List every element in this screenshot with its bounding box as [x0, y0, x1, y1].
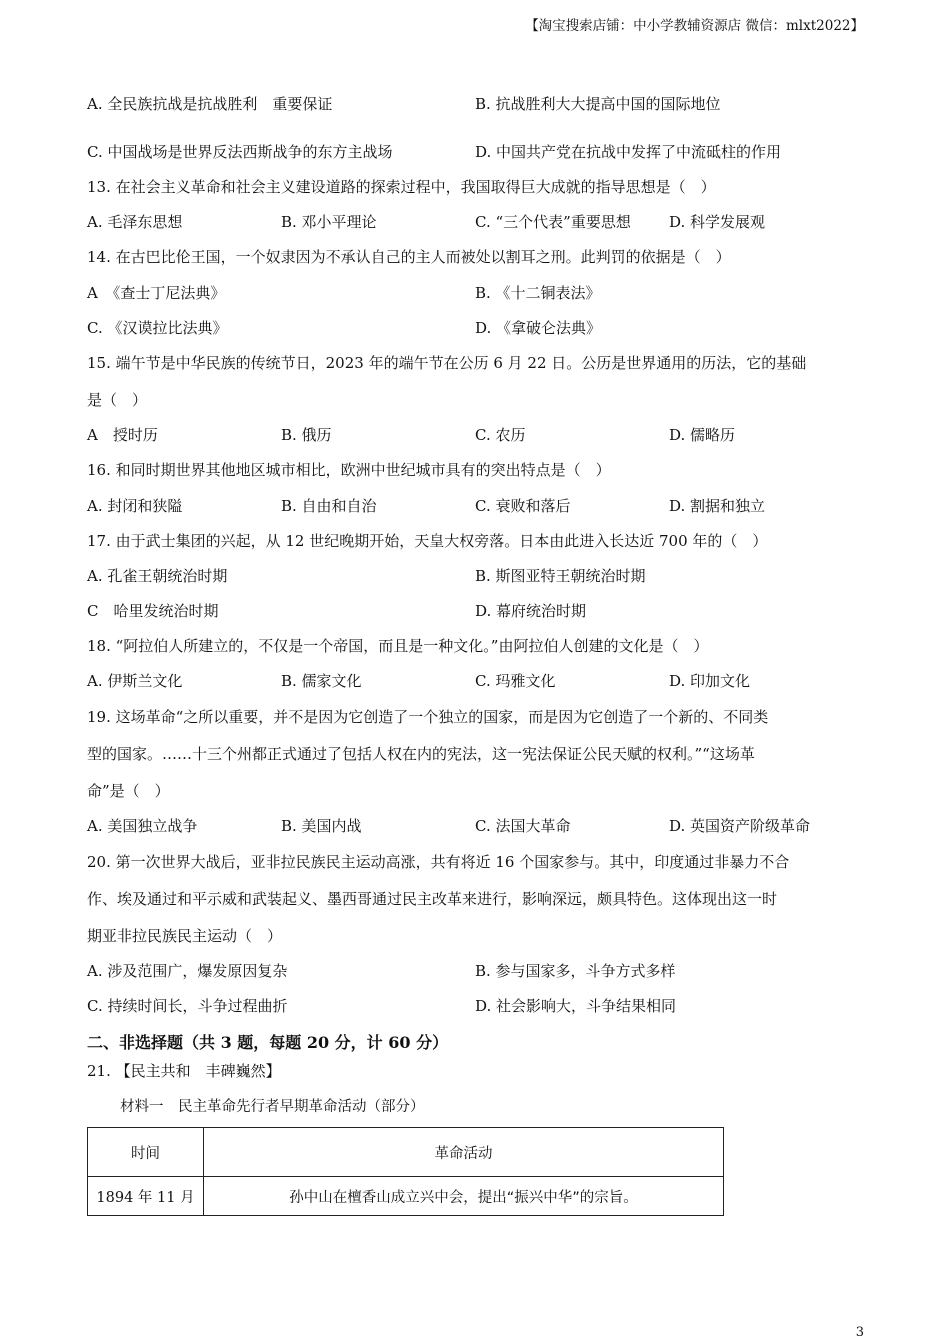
q20-option-b: B. 参与国家多，斗争方式多样: [475, 962, 676, 980]
q18-option-d: D. 印加文化: [669, 672, 751, 690]
table-header-time: 时间: [88, 1128, 204, 1177]
q21-title: 21. 【民主共和 丰碑巍然】: [87, 1062, 281, 1080]
q16-stem: 16. 和同时期世界其他地区城市相比，欧洲中世纪城市具有的突出特点是（ ）: [87, 461, 611, 479]
q16-option-d: D. 割据和独立: [669, 497, 766, 515]
q18-option-b: B. 儒家文化: [281, 672, 362, 690]
q20-option-a: A. 涉及范围广，爆发原因复杂: [87, 962, 288, 980]
q19-option-d: D. 英国资产阶级革命: [669, 817, 811, 835]
q17-option-c: C 哈里发统治时期: [87, 602, 219, 620]
q14-option-d: D. 《拿破仑法典》: [475, 319, 602, 337]
q14-option-c: C. 《汉谟拉比法典》: [87, 319, 228, 337]
q13-stem: 13. 在社会主义革命和社会主义建设道路的探索过程中，我国取得巨大成就的指导思想是（ ）: [87, 178, 716, 196]
q12-option-a: A. 全民族抗战是抗战胜利 重要保证: [87, 95, 333, 113]
q12-option-b: B. 抗战胜利大大提高中国的国际地位: [475, 95, 721, 113]
q17-option-b: B. 斯图亚特王朝统治时期: [475, 567, 646, 585]
q18-option-c: C. 玛雅文化: [475, 672, 556, 690]
q19-option-a: A. 美国独立战争: [87, 817, 198, 835]
q20-option-d: D. 社会影响大，斗争结果相同: [475, 997, 677, 1015]
q13-option-b: B. 邓小平理论: [281, 213, 377, 231]
table-header-activity: 革命活动: [204, 1128, 724, 1177]
q17-option-a: A. 孔雀王朝统治时期: [87, 567, 228, 585]
material-caption: 材料一 民主革命先行者早期革命活动（部分）: [120, 1099, 425, 1115]
q15-option-d: D. 儒略历: [669, 426, 736, 444]
table-header-row: [88, 1128, 724, 1177]
q16-option-a: A. 封闭和狭隘: [87, 497, 183, 515]
q13-option-a: A. 毛泽东思想: [87, 213, 183, 231]
table-row: [88, 1177, 724, 1216]
section-heading: 二、非选择题（共 3 题，每题 20 分，计 60 分）: [87, 1033, 449, 1052]
q18-option-a: A. 伊斯兰文化: [87, 672, 183, 690]
q14-stem: 14. 在古巴比伦王国，一个奴隶因为不承认自己的主人而被处以割耳之刑。此判罚的依据是（ ）: [87, 248, 731, 266]
q17-stem: 17. 由于武士集团的兴起，从 12 世纪晚期开始，天皇大权旁落。日本由此进入长达近 700 年的（ ）: [87, 532, 768, 550]
q20-stem-line1: 20. 第一次世界大战后，亚非拉民族民主运动高涨，共有将近 16 个国家参与。其中，印度通过非暴力不合: [87, 853, 790, 871]
q13-option-d: D. 科学发展观: [669, 213, 766, 231]
q20-option-c: C. 持续时间长，斗争过程曲折: [87, 997, 288, 1015]
table-cell-time: 1894 年 11 月: [88, 1177, 204, 1216]
q18-stem: 18. “阿拉伯人所建立的，不仅是一个帝国，而且是一种文化。”由阿拉伯人创建的文化是（ ）: [87, 637, 709, 655]
q19-stem-line1: 19. 这场革命“之所以重要，并不是因为它创造了一个独立的国家，而是因为它创造了一个新的、不同类: [87, 708, 769, 726]
q16-option-b: B. 自由和自治: [281, 497, 377, 515]
q13-option-c: C. “三个代表”重要思想: [475, 213, 631, 231]
page-header: 【淘宝搜索店铺：中小学教辅资源店 微信：mlxt2022】: [525, 18, 864, 34]
q15-stem-line1: 15. 端午节是中华民族的传统节日，2023 年的端午节在公历 6 月 22 日。公历是世界通用的历法，它的基础: [87, 354, 807, 372]
page-number: 3: [855, 1325, 864, 1340]
q17-option-d: D. 幕府统治时期: [475, 602, 587, 620]
q15-stem-line2: 是（ ）: [87, 391, 148, 409]
q20-stem-line3: 期亚非拉民族民主运动（ ）: [87, 927, 283, 945]
q14-option-a: A 《查士丁尼法典》: [87, 284, 226, 302]
q12-option-c: C. 中国战场是世界反法西斯战争的东方主战场: [87, 143, 393, 161]
q15-option-b: B. 俄历: [281, 426, 332, 444]
q19-option-c: C. 法国大革命: [475, 817, 571, 835]
material-table: [87, 1127, 724, 1216]
q19-option-b: B. 美国内战: [281, 817, 362, 835]
q19-stem-line3: 命”是（ ）: [87, 782, 170, 800]
q15-option-a: A 授时历: [87, 426, 158, 444]
q16-option-c: C. 衰败和落后: [475, 497, 571, 515]
q14-option-b: B. 《十二铜表法》: [475, 284, 601, 302]
q19-stem-line2: 型的国家。……十三个州都正式通过了包括人权在内的宪法，这一宪法保证公民天赋的权利。”“这场革: [87, 745, 755, 763]
q20-stem-line2: 作、埃及通过和平示威和武装起义、墨西哥通过民主改革来进行，影响深远，颇具特色。这体现出这一时: [87, 890, 778, 908]
q12-option-d: D. 中国共产党在抗战中发挥了中流砥柱的作用: [475, 143, 782, 161]
q15-option-c: C. 农历: [475, 426, 526, 444]
table-cell-activity: 孙中山在檀香山成立兴中会，提出“振兴中华”的宗旨。: [204, 1177, 724, 1216]
